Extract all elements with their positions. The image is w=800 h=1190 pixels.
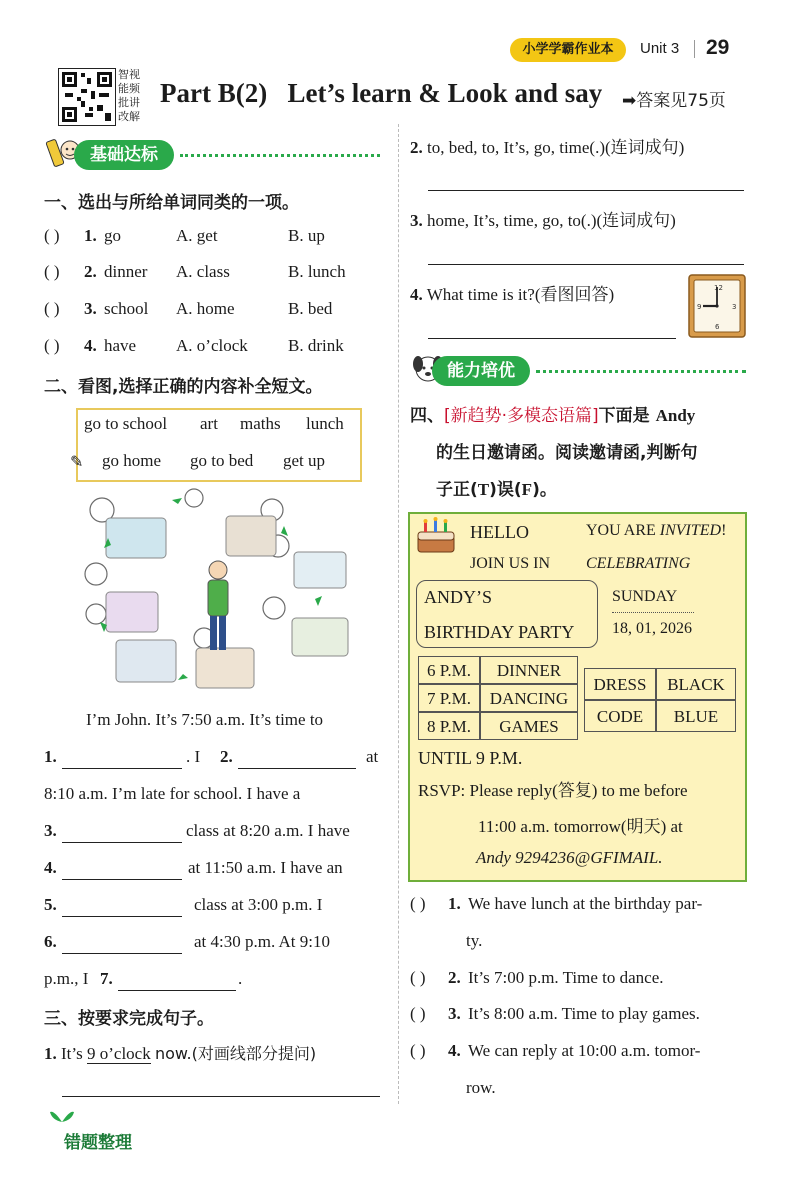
section-badge-advanced: 能力培优 [432,356,530,386]
tf-text-cont: row. [466,1078,496,1097]
invite-you-are: YOU ARE INVITED! [586,522,727,539]
invite-party: BIRTHDAY PARTY [424,622,575,642]
tf-text: It’s 8:00 a.m. Time to play games. [468,1004,700,1023]
book-name-badge: 小学学霸作业本 [510,38,626,62]
q1-word: dinner [104,262,148,281]
q1-option-b[interactable]: B. lunch [288,262,346,281]
tf-paren: ( ) [410,1004,426,1023]
word-bank-item: maths [240,414,281,433]
answer-blank-5[interactable] [62,898,182,917]
blank-num: 4. [44,858,57,877]
table-row: 6 P.M. [418,656,480,684]
birthday-cake-icon [414,516,458,556]
svg-text:9: 9 [697,303,702,311]
q1-option-b[interactable]: B. up [288,226,325,245]
q1-option-a[interactable]: A. o’clock [176,336,248,355]
tf-paren: ( ) [410,1041,426,1060]
table-row: DINNER [480,656,578,684]
table-row: GAMES [480,712,578,740]
table-row: 8 P.M. [418,712,480,740]
header-separator [694,40,695,58]
tf-num: 3. [448,1004,461,1023]
q4-title-cont: 子正(T)误(F)。 [436,480,557,500]
passage-text: class at 8:20 a.m. I have [186,821,350,840]
q3-2: 2. to, bed, to, It’s, go, time(.)(连词成句) [410,138,685,157]
dotted-rule [612,612,694,613]
answer-blank-3[interactable] [62,824,182,843]
invite-day: SUNDAY [612,588,678,605]
q3-title: 三、按要求完成句子。 [44,1009,214,1029]
answer-line[interactable] [428,190,744,191]
q3-4: 4. What time is it?(看图回答) [410,285,615,304]
invite-date: 18, 01, 2026 [612,620,692,637]
invite-andys: ANDY’S [424,587,493,607]
list-item: ( ) [44,226,60,245]
invite-rsvp: 11:00 a.m. tomorrow(明天) at [478,817,683,836]
word-bank-item: lunch [306,414,344,433]
section-dots [180,154,380,157]
answer-blank-6[interactable] [62,935,182,954]
answer-blank-2[interactable] [238,750,356,769]
q3-1: 1. It’s 9 o’clock now.(对画线部分提问) [44,1044,317,1063]
leaf-icon [48,1108,76,1124]
q1-word: school [104,299,149,318]
q1-word: go [104,226,121,245]
q1-title: 一、选出与所给单词同类的一项。 [44,193,299,213]
column-divider [398,124,399,1104]
footer-label: 错题整理 [64,1133,132,1153]
page-title: Part B(2) Let’s learn & Look and say [160,78,603,108]
passage-text: class at 3:00 p.m. I [194,895,323,914]
q1-word: have [104,336,137,355]
q2-title: 二、看图,选择正确的内容补全短文。 [44,377,323,397]
q1-option-b[interactable]: B. bed [288,299,333,318]
tf-num: 1. [448,894,461,913]
dress-label: DRESS [584,668,656,700]
answer-blank-4[interactable] [62,861,182,880]
section-badge-basic: 基础达标 [74,140,174,170]
passage-text: at 4:30 p.m. At 9:10 [194,932,330,951]
list-item: ( ) [44,336,60,355]
blank-num: 3. [44,821,57,840]
tf-num: 4. [448,1041,461,1060]
tf-text-cont: ty. [466,931,483,950]
answer-reference: ➡答案见75页 [622,91,726,111]
qr-code-icon[interactable] [58,68,116,126]
blank-num: 6. [44,932,57,951]
tf-paren: ( ) [410,968,426,987]
answer-line[interactable] [62,1096,380,1097]
list-item: ( ) [44,299,60,318]
passage-line: 8:10 a.m. I’m late for school. I have a [44,784,301,803]
list-item: ( ) [44,262,60,281]
blank-num: 5. [44,895,57,914]
q1-num: 2. [84,262,97,281]
passage-line: I’m John. It’s 7:50 a.m. It’s time to [86,710,324,729]
answer-line[interactable] [428,338,676,339]
invite-email: Andy 9294236@GFIMAIL. [476,848,663,867]
answer-line[interactable] [428,264,744,265]
invite-hello: HELLO [470,522,529,542]
table-row: DANCING [480,684,578,712]
tf-num: 2. [448,968,461,987]
q1-num: 4. [84,336,97,355]
q3-3: 3. home, It’s, time, go, to(.)(连词成句) [410,211,676,230]
word-bank-item: go to school [84,414,168,433]
table-row: 7 P.M. [418,684,480,712]
invite-rsvp: RSVP: Please reply(答复) to me before [418,781,688,800]
section-dots [536,370,746,373]
answer-blank-1[interactable] [62,750,182,769]
passage-text: at [366,747,379,766]
q1-num: 3. [84,299,97,318]
word-bank-item: get up [283,451,326,470]
q4-title: 四、[新趋势·多模态语篇]下面是 Andy [410,406,696,426]
svg-text:6: 6 [715,323,720,331]
blank-num: 2. [220,747,233,766]
tf-paren: ( ) [410,894,426,913]
code-value: BLUE [656,700,736,732]
word-bank-item: art [200,414,218,433]
page-number: 29 [706,36,730,59]
pencil-icon: ✎ [70,454,84,471]
passage-text: . I [186,747,201,766]
unit-label: Unit 3 [640,40,680,57]
svg-text:3: 3 [732,303,737,311]
q1-option-a[interactable]: A. home [176,299,235,318]
code-label: CODE [584,700,656,732]
passage-text: at 11:50 a.m. I have an [188,858,343,877]
svg-text:12: 12 [714,284,723,292]
tf-text: We have lunch at the birthday par- [468,894,703,913]
q1-num: 1. [84,226,97,245]
invite-until: UNTIL 9 P.M. [418,748,523,768]
arrow-right-icon: ➡ [622,91,637,111]
passage-text: . [238,969,243,988]
q4-title-cont: 的生日邀请函。阅读邀请函,判断句 [436,443,698,463]
invite-join: JOIN US IN [470,555,550,572]
word-bank-item: go home [102,451,162,470]
passage-text: p.m., I [44,969,89,988]
q1-option-b[interactable]: B. drink [288,336,344,355]
invite-celebrating: CELEBRATING [586,555,691,572]
blank-num: 7. [100,969,113,988]
qr-caption: 智视 能频 批讲 改解 [118,68,140,123]
tf-text: We can reply at 10:00 a.m. tomor- [468,1041,701,1060]
dress-value: BLACK [656,668,736,700]
q1-option-a[interactable]: A. get [176,226,218,245]
word-bank-item: go to bed [190,451,254,470]
blank-num: 1. [44,747,57,766]
answer-blank-7[interactable] [118,972,236,991]
clock-icon [688,274,746,338]
tf-text: It’s 7:00 p.m. Time to dance. [468,968,664,987]
q1-option-a[interactable]: A. class [176,262,230,281]
daily-routine-illustration [76,488,376,696]
